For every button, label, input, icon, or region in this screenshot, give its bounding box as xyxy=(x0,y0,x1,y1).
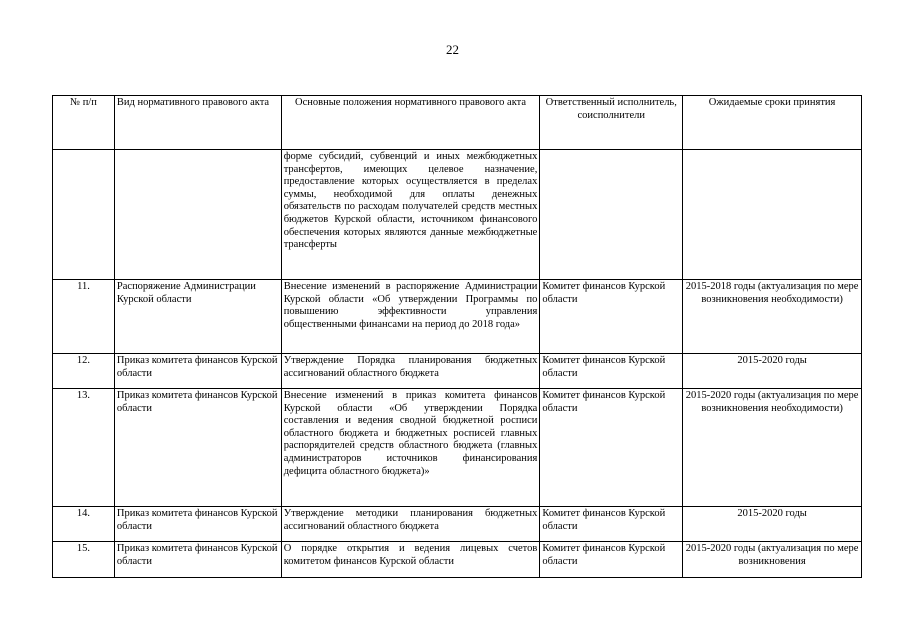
header-provisions: Основные положения нормативного правового акта xyxy=(281,96,540,150)
table-row xyxy=(53,280,862,354)
table-row xyxy=(53,354,862,389)
header-num: № п/п xyxy=(53,96,115,150)
cell-deadline: 2015-2020 годы (актуализация по мере возникновения xyxy=(683,542,862,578)
cell-act-type: Приказ комитета финансов Курской области xyxy=(114,389,281,507)
page-number: 22 xyxy=(446,42,459,57)
cell-act-type: Приказ комитета финансов Курской области xyxy=(114,507,281,542)
cell-act-type: Распоряжение Администрации Курской области xyxy=(114,280,281,354)
table-row xyxy=(53,507,862,542)
cell-executor: Комитет финансов Курской области xyxy=(540,354,683,389)
table-row-continuation xyxy=(53,150,862,280)
cell-provisions: Утверждение Порядка планирования бюджетных ассигнований областного бюджета xyxy=(281,354,540,389)
header-executor: Ответственный исполнитель, соисполнители xyxy=(540,96,683,150)
cell-provisions: Утверждение методики планирования бюджетных ассигнований областного бюджета xyxy=(281,507,540,542)
cell-num: 14. xyxy=(53,507,115,542)
table-row xyxy=(53,389,862,507)
cell-deadline: 2015-2020 годы (актуализация по мере возникновения необходимости) xyxy=(683,389,862,507)
cell-executor: Комитет финансов Курской области xyxy=(540,389,683,507)
normative-acts-table xyxy=(52,95,862,578)
cell-num: 15. xyxy=(53,542,115,578)
header-act-type: Вид нормативного правового акта xyxy=(114,96,281,150)
cell-executor: Комитет финансов Курской области xyxy=(540,542,683,578)
header-deadline: Ожидаемые сроки принятия xyxy=(683,96,862,150)
table-header-row xyxy=(53,96,862,150)
cell-num: 13. xyxy=(53,389,115,507)
table-row xyxy=(53,542,862,578)
cell-executor xyxy=(540,150,683,280)
cell-act-type: Приказ комитета финансов Курской области xyxy=(114,354,281,389)
cell-executor: Комитет финансов Курской области xyxy=(540,507,683,542)
cell-provisions: Внесение изменений в приказ комитета финансов Курской области «Об утверждении Порядка составления и ведения сводной бюджетной росписи областного бюджета и бюджетных росписей главных распорядителей средств областного бюджета (главных администраторов источников финансирования дефицита областного бюджета)» xyxy=(281,389,540,507)
cell-act-type: Приказ комитета финансов Курской области xyxy=(114,542,281,578)
cell-provisions: форме субсидий, субвенций и иных межбюджетных трансфертов, имеющих целевое назначение, предоставление которых осуществляется в пределах суммы, необходимой для оплаты денежных обязательств по расходам получателей средств местных бюджетов Курской области, источником финансового обеспечения которых являются данные межбюджетные трансферты xyxy=(281,150,540,280)
cell-deadline xyxy=(683,150,862,280)
cell-num xyxy=(53,150,115,280)
cell-provisions: О порядке открытия и ведения лицевых счетов комитетом финансов Курской области xyxy=(281,542,540,578)
cell-deadline: 2015-2018 годы (актуализация по мере возникновения необходимости) xyxy=(683,280,862,354)
cell-deadline: 2015-2020 годы xyxy=(683,354,862,389)
cell-num: 11. xyxy=(53,280,115,354)
cell-provisions: Внесение изменений в распоряжение Администрации Курской области «Об утверждении Программы по повышению эффективности управления общественными финансами на период до 2018 года» xyxy=(281,280,540,354)
cell-act-type xyxy=(114,150,281,280)
cell-num: 12. xyxy=(53,354,115,389)
cell-executor: Комитет финансов Курской области xyxy=(540,280,683,354)
cell-deadline: 2015-2020 годы xyxy=(683,507,862,542)
